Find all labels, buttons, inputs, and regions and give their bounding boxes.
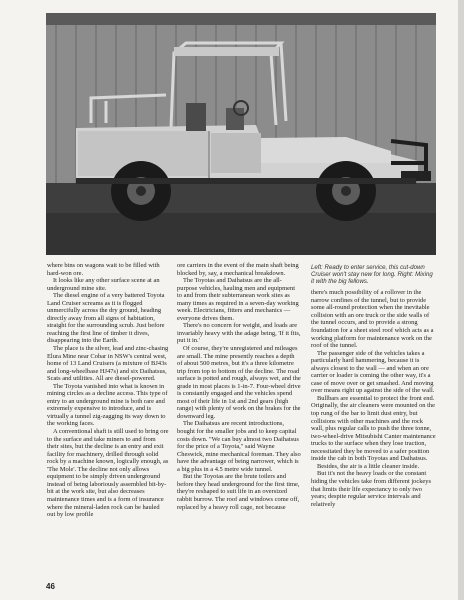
text-column-2 — [177, 262, 301, 511]
column-3-paragraph: there's much possibility of a rollover in the narrow confines of the tunnel, but to provide some all-round protection when the inevitable collision with an ore truck or the side walls of the tunnel occurs, and to provide a strong foundation for a sheet steel roof which acts as a working platform for maintenance work on the roof of the tunnel. — [311, 289, 434, 350]
column-1-paragraph: The place is the silver, lead and zinc-chasing Elura Mine near Cobar in NSW's central west, home of 13 Land Cruisers (a mixture of BJ43s and long-wheelbase HJ47s) and six Daihatsus, Scats and utilities. All are diesel-powered. — [47, 345, 169, 383]
column-2-paragraph: Of course, they're unregistered and mileages are small. The mine presently reaches a depth of about 500 metres, but it's a three kilometre trip from top to bottom of the decline. The road surface is potted and rough, always wet, and the grade in most places is 1-in-7. Four-wheel drive is constantly engaged and the vehicles spend most of their life in 1st and 2nd gears (high range) with plenty of work on the brakes for the downward leg. — [177, 345, 301, 420]
column-2-paragraph: ore carriers in the event of the main shaft being blocked by, say, a mechanical breakdown. — [177, 262, 299, 277]
column-2-paragraph: There's no concern for weight, and loads are invariably heavy with the adage being, 'If it fits, put it in.' — [177, 322, 301, 345]
column-3-paragraph: Besides, the air is a little cleaner inside. — [317, 462, 420, 470]
text-column-3 — [311, 264, 436, 508]
page-edge — [458, 0, 464, 600]
column-2-paragraph: The Toyotas and Daihatsus are the all-purpose vehicles, hauling men and equipment to and from their subterranean work sites as many times as required in a seven-day working week. Electricians, fitters and mechanics — everyone drives them. — [177, 277, 299, 322]
text-column-1 — [47, 262, 169, 519]
column-1-paragraph: A conventional shaft is still used to bring ore to the surface and take miners to and from their sites, but the decline is an entry and exit facility for machinery, drilled through solid rock by a machine known, logically enough, as 'The Mole'. The decline not only allows equipment to be simply driven underground instead of being laboriously assembled bit-by-bit at the work site, but also decreases maintenance times and is a form of insurance where the mineral-laden rock can be hauled out by low profile — [47, 428, 169, 519]
column-2-paragraph: But the Toyotas are the brute toilers and before they head underground for the first time, they're reshaped to suit life in an oversized rabbit burrow. The roof and windows come off, replaced by a heavy roll cage, not because — [177, 473, 300, 511]
photo-caption: Left: Ready to enter service, this cut-down Cruiser won't stay new for long. Right: Mixing it with the big fellows. — [311, 264, 433, 286]
column-1-paragraph: The Toyota vanished into what is known in mining circles as a decline access. This type of entry to an underground mine is both rare and extremely expensive to introduce, and is virtually a tunnel zig-zagging its way down to the working faces. — [47, 382, 168, 428]
column-3-paragraph: Bullbars are essential to protect the front end. Originally, the air cleaners were mounted on the top rung of the bar to limit dust entry, but collisions with other machines and the rock wall, plus regular calls to push the three tonne, two-wheel-drive Mitsubishi Canter maintenance trucks to the surface when they lose traction, necessitated they be moved to a safer position inside the cab in both Toyotas and Daihatsus. — [311, 394, 436, 463]
column-1-paragraph: It looks like any other surface scene at an underground mine site. — [47, 277, 160, 292]
column-1-paragraph: The diesel engine of a very battered Toyota Land Cruiser screams as it is flogged unmercifully across the dry ground, heading directly away from all signs of habitation, straight for the surrounding scrub. Just before reaching the first line of timber it dives, disappearing into the Earth. — [47, 292, 165, 345]
column-1-paragraph: where bins on wagons wait to be filled with hard-won ore. — [47, 262, 160, 277]
vehicle-photo — [46, 13, 436, 255]
page-number: 46 — [46, 582, 55, 591]
column-2-paragraph: The Daihatsus are recent introductions, bought for the smaller jobs and to keep capital costs down. "We can buy almost two Daihatsus for the price of a Toyota," said Wayne Cheswick, mine mechanical foreman. They also have the advantage of being narrower, which is a big plus in a 4.5 metre wide tunnel. — [177, 420, 301, 473]
land-cruiser-photo — [46, 13, 436, 255]
column-3-paragraph: But it's not the heavy loads or the constant hiding the vehicles take from different jockeys that limits their life expectancy to only two years; despite regular service intervals and relatively — [311, 470, 432, 508]
column-3-paragraph: The passenger side of the vehicles takes a particularly hard hammering, because it is always closest to the wall — and when an ore carrier or loader is coming the other way, it's a case of move over or get smashed. And moving over means right up against the side of the wall. — [311, 349, 435, 395]
